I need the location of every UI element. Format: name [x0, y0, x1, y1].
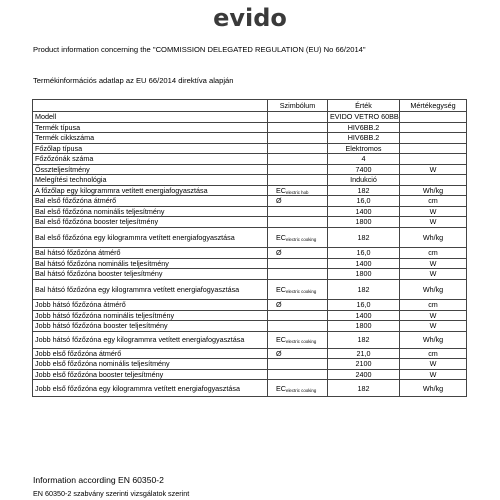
table-row	[33, 185, 467, 196]
row-value: 21,0	[328, 348, 400, 359]
regulation-heading-en: Product information concerning the "COMMISSION DELEGATED REGULATION (EU) No 66/2014"	[33, 45, 366, 54]
row-value: 16,0	[328, 196, 400, 207]
row-name: Bal hátsó főzőzóna átmérő	[33, 248, 268, 259]
row-symbol	[268, 279, 328, 300]
row-symbol	[268, 112, 328, 123]
row-name: Főzőlap típusa	[33, 143, 268, 154]
row-unit: W	[400, 310, 467, 321]
row-name: Bal első főzőzóna átmérő	[33, 196, 268, 207]
row-value: 182	[328, 331, 400, 348]
row-symbol	[268, 196, 328, 207]
row-unit	[400, 175, 467, 186]
symbol-text: Ø	[276, 348, 282, 358]
row-unit: cm	[400, 196, 467, 207]
row-value: 2100	[328, 359, 400, 370]
row-symbol	[268, 175, 328, 186]
row-symbol	[268, 258, 328, 269]
table-row	[33, 258, 467, 269]
table-row	[33, 380, 467, 397]
symbol-text: Ø	[276, 196, 282, 206]
row-symbol	[268, 248, 328, 259]
row-unit	[400, 112, 467, 123]
row-value: HIV6BB.2	[328, 133, 400, 144]
row-name: Főzőzónák száma	[33, 154, 268, 165]
row-value: 1800	[328, 321, 400, 332]
row-symbol	[268, 300, 328, 311]
table-row	[33, 175, 467, 186]
row-unit: W	[400, 164, 467, 175]
row-name: Bal hátsó főzőzóna booster teljesítmény	[33, 269, 268, 280]
row-unit	[400, 143, 467, 154]
row-value: EVIDO VETRO 60BB	[328, 112, 400, 123]
row-symbol	[268, 185, 328, 196]
row-unit: cm	[400, 248, 467, 259]
row-symbol	[268, 310, 328, 321]
row-name: Jobb első főzőzóna átmérő	[33, 348, 268, 359]
row-symbol	[268, 217, 328, 228]
row-unit	[400, 133, 467, 144]
row-name: Jobb első főzőzóna egy kilogrammra vetített energiafogyasztása	[33, 380, 268, 397]
row-value: 16,0	[328, 248, 400, 259]
row-unit: cm	[400, 300, 467, 311]
table-row	[33, 300, 467, 311]
row-name: Bal hátsó főzőzóna nominális teljesítmény	[33, 258, 268, 269]
row-symbol	[268, 154, 328, 165]
row-name: Termék cikkszáma	[33, 133, 268, 144]
row-symbol	[268, 227, 328, 248]
symbol-text: EC	[276, 383, 286, 393]
row-name: Jobb első főzőzóna nominális teljesítmény	[33, 359, 268, 370]
row-symbol	[268, 321, 328, 332]
symbol-subscript: electric cooking	[286, 288, 317, 294]
row-value: 182	[328, 227, 400, 248]
regulation-heading-hu: Termékinformációs adatlap az EU 66/2014 direktíva alapján	[33, 76, 234, 85]
table-row	[33, 248, 467, 259]
row-name: A főzőlap egy kilogrammra vetített energiafogyasztása	[33, 185, 268, 196]
symbol-subscript: electric cooking	[286, 236, 317, 242]
row-unit: cm	[400, 348, 467, 359]
brand-logo: evido	[213, 4, 287, 32]
table-row	[33, 310, 467, 321]
row-name: Jobb hátsó főzőzóna booster teljesítmény	[33, 321, 268, 332]
row-unit: W	[400, 206, 467, 217]
row-symbol	[268, 359, 328, 370]
standard-info-en: Information according EN 60350-2	[33, 475, 164, 485]
row-symbol	[268, 133, 328, 144]
row-unit: Wh/kg	[400, 331, 467, 348]
row-name: Termék típusa	[33, 122, 268, 133]
row-value: 182	[328, 279, 400, 300]
row-name: Jobb hátsó főzőzóna nominális teljesítmény	[33, 310, 268, 321]
row-value: 182	[328, 380, 400, 397]
table-row	[33, 227, 467, 248]
symbol-subscript: electric hob	[286, 189, 309, 195]
table-row	[33, 122, 467, 133]
symbol-text: Ø	[276, 248, 282, 258]
row-symbol	[268, 143, 328, 154]
row-unit: W	[400, 258, 467, 269]
symbol-text: EC	[276, 232, 286, 242]
table-row	[33, 154, 467, 165]
row-symbol	[268, 122, 328, 133]
row-name: Jobb hátsó főzőzóna egy kilogrammra vetített energiafogyasztása	[33, 331, 268, 348]
table-row	[33, 331, 467, 348]
symbol-text: EC	[276, 335, 286, 344]
row-value: 4	[328, 154, 400, 165]
row-value: 182	[328, 185, 400, 196]
row-symbol	[268, 369, 328, 380]
row-name: Bal első főzőzóna nominális teljesítmény	[33, 206, 268, 217]
row-value: 16,0	[328, 300, 400, 311]
standard-info-hu: EN 60350-2 szabvány szerinti vizsgálatok szerint	[33, 489, 190, 498]
row-symbol	[268, 380, 328, 397]
row-name: Jobb első főzőzóna booster teljesítmény	[33, 369, 268, 380]
header-value: Érték	[328, 100, 400, 112]
table-row	[33, 348, 467, 359]
row-unit: W	[400, 321, 467, 332]
symbol-subscript: electric cooking	[286, 339, 317, 344]
row-unit	[400, 122, 467, 133]
row-unit: Wh/kg	[400, 279, 467, 300]
row-symbol	[268, 348, 328, 359]
header-name	[33, 100, 268, 112]
header-symbol: Szimbólum	[268, 100, 328, 112]
table-row	[33, 196, 467, 207]
row-value: Indukció	[328, 175, 400, 186]
symbol-subscript: electric cooking	[286, 387, 317, 393]
row-value: Elektromos	[328, 143, 400, 154]
row-unit: W	[400, 217, 467, 228]
row-unit: W	[400, 359, 467, 370]
table-row	[33, 359, 467, 370]
table-row	[33, 279, 467, 300]
row-symbol	[268, 206, 328, 217]
row-unit: Wh/kg	[400, 227, 467, 248]
symbol-text: Ø	[276, 300, 282, 310]
row-symbol	[268, 164, 328, 175]
row-value: 1800	[328, 269, 400, 280]
row-unit: W	[400, 369, 467, 380]
table-row	[33, 321, 467, 332]
row-value: 2400	[328, 369, 400, 380]
table-row	[33, 369, 467, 380]
row-value: 1400	[328, 258, 400, 269]
row-value: 1400	[328, 206, 400, 217]
symbol-text: EC	[276, 284, 286, 294]
table-row	[33, 112, 467, 123]
table-header-row	[33, 100, 467, 112]
table-body	[33, 112, 467, 397]
row-name: Bal első főzőzóna egy kilogrammra vetített energiafogyasztása	[33, 227, 268, 248]
row-name: Modell	[33, 112, 268, 123]
table-row	[33, 164, 467, 175]
row-unit: Wh/kg	[400, 185, 467, 196]
row-unit: W	[400, 269, 467, 280]
row-value: HIV6BB.2	[328, 122, 400, 133]
symbol-text: EC	[276, 185, 286, 195]
row-name: Bal első főzőzóna booster teljesítmény	[33, 217, 268, 228]
table-row	[33, 133, 467, 144]
product-info-table	[32, 99, 467, 397]
row-symbol	[268, 269, 328, 280]
row-value: 1800	[328, 217, 400, 228]
table-row	[33, 217, 467, 228]
table-row	[33, 143, 467, 154]
row-unit	[400, 154, 467, 165]
table-row	[33, 206, 467, 217]
row-name: Összteljesítmény	[33, 164, 268, 175]
header-unit: Mértékegység	[400, 100, 467, 112]
row-value: 7400	[328, 164, 400, 175]
table-row	[33, 269, 467, 280]
row-value: 1400	[328, 310, 400, 321]
row-name: Bal hátsó főzőzóna egy kilogrammra vetített energiafogyasztása	[33, 279, 268, 300]
row-name: Melegítési technológia	[33, 175, 268, 186]
row-symbol	[268, 331, 328, 348]
row-name: Jobb hátsó főzőzóna átmérő	[33, 300, 268, 311]
row-unit: Wh/kg	[400, 380, 467, 397]
